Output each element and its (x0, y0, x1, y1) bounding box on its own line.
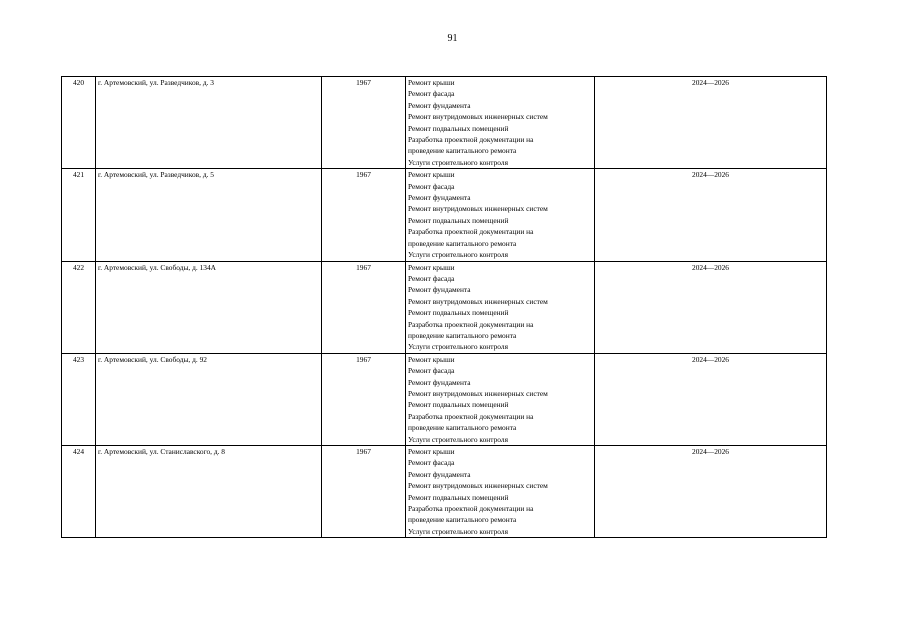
building-address: г. Артемовский, ул. Станиславского, д. 8 (96, 446, 322, 538)
work-item: Ремонт фундамента (408, 100, 471, 110)
work-item: Ремонт фасада (408, 366, 455, 376)
repair-schedule-table (61, 76, 827, 538)
works-list (406, 353, 595, 445)
work-item: Ремонт внутридомовых инженерных систем (408, 296, 548, 306)
table-row (62, 169, 827, 261)
work-item: проведение капитального ремонта (408, 423, 517, 433)
work-item: Ремонт фасада (408, 89, 455, 99)
building-address: г. Артемовский, ул. Разведчиков, д. 5 (96, 169, 322, 261)
works-list (406, 446, 595, 538)
building-address: г. Артемовский, ул. Свободы, д. 134А (96, 261, 322, 353)
work-item: Услуги строительного контроля (408, 157, 508, 167)
repair-period: 2024—2026 (595, 77, 827, 169)
row-number: 421 (62, 169, 96, 261)
works-list (406, 261, 595, 353)
work-item: Ремонт фундамента (408, 377, 471, 387)
repair-period: 2024—2026 (595, 261, 827, 353)
work-item: Ремонт внутридомовых инженерных систем (408, 481, 548, 491)
work-item: проведение капитального ремонта (408, 146, 517, 156)
table-row (62, 77, 827, 169)
work-item: Ремонт крыши (408, 78, 455, 87)
work-item: Ремонт фундамента (408, 193, 471, 203)
row-number: 424 (62, 446, 96, 538)
construction-year: 1967 (322, 169, 406, 261)
work-item: Ремонт крыши (408, 447, 455, 456)
table-row (62, 446, 827, 538)
work-item: Ремонт крыши (408, 170, 455, 180)
work-item: Ремонт подвальных помещений (408, 215, 509, 225)
work-item: Ремонт фундамента (408, 285, 471, 295)
work-item: Ремонт фасада (408, 273, 455, 283)
repair-period: 2024—2026 (595, 353, 827, 445)
repair-period: 2024—2026 (595, 446, 827, 538)
construction-year: 1967 (322, 261, 406, 353)
repair-period: 2024—2026 (595, 169, 827, 261)
work-item: Разработка проектной документации на (408, 227, 534, 237)
page-number: 91 (447, 33, 458, 44)
work-item: Услуги строительного контроля (408, 526, 508, 536)
work-item: Услуги строительного контроля (408, 342, 508, 352)
work-item: Ремонт фасада (408, 181, 455, 191)
construction-year: 1967 (322, 77, 406, 169)
row-number: 423 (62, 353, 96, 445)
work-item: Ремонт внутридомовых инженерных систем (408, 388, 548, 398)
work-item: Ремонт крыши (408, 354, 455, 364)
work-item: Ремонт фундамента (408, 469, 471, 479)
works-list (406, 169, 595, 261)
work-item: Ремонт фасада (408, 458, 455, 468)
work-item: Услуги строительного контроля (408, 250, 508, 260)
work-item: проведение капитального ремонта (408, 238, 517, 248)
work-item: Ремонт подвальных помещений (408, 308, 509, 318)
work-item: Ремонт крыши (408, 262, 455, 272)
work-item: Разработка проектной документации на (408, 135, 534, 145)
work-item: Разработка проектной документации на (408, 319, 534, 329)
table-row (62, 261, 827, 353)
table-row (62, 353, 827, 445)
building-address: г. Артемовский, ул. Свободы, д. 92 (96, 353, 322, 445)
building-address: г. Артемовский, ул. Разведчиков, д. 3 (96, 77, 322, 169)
row-number: 422 (62, 261, 96, 353)
work-item: Услуги строительного контроля (408, 434, 508, 444)
work-item: проведение капитального ремонта (408, 330, 517, 340)
work-item: Ремонт подвальных помещений (408, 492, 509, 502)
work-item: Ремонт внутридомовых инженерных систем (408, 204, 548, 214)
construction-year: 1967 (322, 353, 406, 445)
row-number: 420 (62, 77, 96, 169)
work-item: Ремонт внутридомовых инженерных систем (408, 112, 548, 122)
work-item: Ремонт подвальных помещений (408, 400, 509, 410)
table-body (62, 77, 827, 538)
work-item: проведение капитального ремонта (408, 515, 517, 525)
work-item: Разработка проектной документации на (408, 411, 534, 421)
construction-year: 1967 (322, 446, 406, 538)
work-item: Ремонт подвальных помещений (408, 123, 509, 133)
works-list (406, 77, 595, 169)
work-item: Разработка проектной документации на (408, 504, 534, 514)
